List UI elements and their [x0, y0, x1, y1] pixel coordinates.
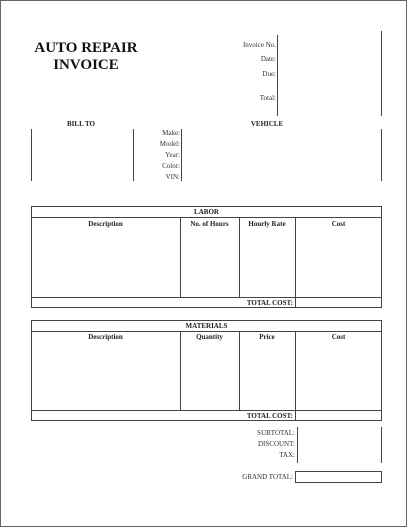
labor-col-hours: No. of Hours — [190, 220, 229, 228]
summary-right-line — [381, 427, 382, 463]
materials-total-label: TOTAL COST: — [246, 412, 293, 420]
invoice-title-line1: AUTO REPAIR — [34, 40, 138, 56]
invoice-title-line2: INVOICE — [53, 57, 119, 73]
bill-to-right-line — [133, 129, 134, 181]
bill-to-field[interactable] — [32, 130, 132, 180]
invoice-meta-right-line — [381, 31, 382, 116]
due-label: Due: — [262, 70, 276, 78]
materials-col-quantity: Quantity — [196, 333, 223, 341]
total-label: Total: — [259, 94, 276, 102]
materials-total-field[interactable] — [296, 411, 381, 420]
invoice-meta-fields[interactable] — [278, 39, 380, 114]
bill-to-heading: BILL TO — [67, 120, 95, 128]
labor-heading-divider — [31, 217, 382, 218]
materials-rows[interactable] — [32, 343, 380, 409]
labor-rows[interactable] — [32, 230, 380, 296]
materials-col-price: Price — [259, 333, 275, 341]
vin-label: VIN: — [165, 173, 180, 181]
vehicle-right-line — [381, 129, 382, 181]
labor-heading: LABOR — [194, 208, 219, 216]
labor-total-field[interactable] — [296, 298, 381, 307]
summary-fields[interactable] — [298, 428, 380, 462]
grand-total-label: GRAND TOTAL: — [242, 473, 293, 481]
make-label: Make: — [162, 129, 180, 137]
grand-total-field[interactable] — [295, 471, 382, 483]
tax-label: TAX: — [279, 451, 295, 459]
subtotal-label: SUBTOTAL: — [257, 429, 295, 437]
labor-col-rate: Hourly Rate — [248, 220, 286, 228]
labor-col-cost: Cost — [331, 220, 346, 228]
date-label: Date: — [260, 55, 276, 63]
materials-col-cost: Cost — [331, 333, 346, 341]
discount-label: DISCOUNT: — [258, 440, 295, 448]
materials-heading-divider — [31, 331, 382, 332]
invoice-no-label: Invoice No. — [242, 41, 276, 49]
materials-heading: MATERIALS — [185, 322, 228, 330]
model-label: Model: — [159, 140, 180, 148]
color-label: Color: — [162, 162, 180, 170]
year-label: Year: — [165, 151, 180, 159]
vehicle-heading: VEHICLE — [250, 120, 284, 128]
vehicle-fields[interactable] — [182, 130, 380, 180]
materials-col-description: Description — [88, 333, 123, 341]
labor-col-description: Description — [88, 220, 123, 228]
labor-total-label: TOTAL COST: — [246, 299, 293, 307]
